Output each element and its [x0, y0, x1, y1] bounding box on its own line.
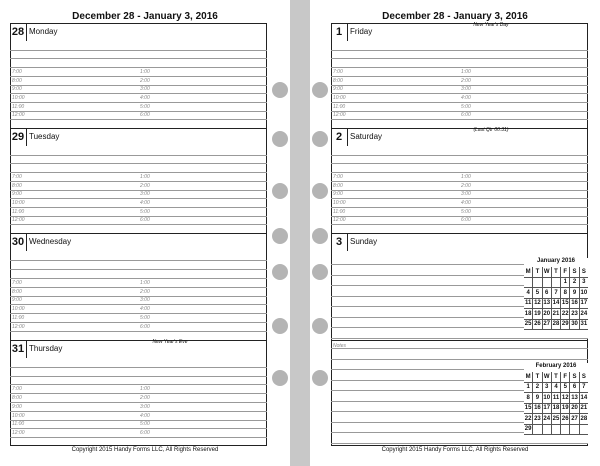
time-label: 5:00	[140, 104, 150, 110]
writing-line	[331, 181, 588, 182]
writing-line	[10, 420, 267, 421]
time-label: 10:00	[12, 413, 25, 419]
calendar-day: 27	[570, 414, 579, 425]
day-name: Wednesday	[29, 237, 72, 246]
calendar-day: 6	[570, 382, 579, 393]
writing-line	[10, 428, 267, 429]
time-label: 7:00	[333, 69, 343, 75]
right-page-footer: Copyright 2015 Handy Forms LLC, All Rights Reserved	[381, 447, 529, 453]
binder-hole	[312, 370, 328, 386]
time-label: 1:00	[140, 69, 150, 75]
writing-line	[331, 58, 588, 59]
calendar-day: 29	[524, 424, 533, 435]
binder-hole	[312, 228, 328, 244]
writing-line	[331, 338, 588, 339]
writing-line	[331, 102, 588, 103]
day-header	[331, 23, 588, 41]
day-header	[10, 233, 267, 251]
calendar-day: 11	[551, 393, 560, 404]
time-label: 8:00	[12, 395, 22, 401]
time-label: 2:00	[140, 395, 150, 401]
time-label: 2:00	[461, 78, 471, 84]
time-label: 6:00	[140, 430, 150, 436]
day-name: Monday	[29, 27, 58, 36]
binder-hole	[272, 264, 288, 280]
calendar-day	[551, 277, 560, 288]
writing-line	[331, 359, 588, 360]
time-label: 4:00	[461, 95, 471, 101]
calendar-day: 14	[551, 298, 560, 309]
notes-label: Notes	[333, 343, 347, 349]
day-name: Tuesday	[29, 132, 60, 141]
time-label: 9:00	[333, 86, 343, 92]
writing-line	[10, 376, 267, 377]
calendar-day: 22	[524, 414, 533, 425]
time-label: 6:00	[140, 112, 150, 118]
time-label: 12:00	[333, 112, 346, 118]
writing-line	[10, 402, 267, 403]
day-name: Thursday	[29, 344, 63, 353]
time-label: 5:00	[140, 315, 150, 321]
time-label: 8:00	[333, 183, 343, 189]
writing-line	[10, 367, 267, 368]
day-header	[10, 23, 267, 41]
writing-line	[10, 102, 267, 103]
left-page-footer: Copyright 2015 Handy Forms LLC, All Rights Reserved	[71, 447, 219, 453]
binder-hole	[272, 318, 288, 334]
day-name: Saturday	[350, 132, 383, 141]
weekday-label: S	[570, 372, 579, 382]
calendar-day: 19	[561, 403, 570, 414]
calendar-day	[524, 277, 533, 288]
calendar-day	[561, 424, 570, 435]
right-page	[310, 0, 600, 466]
calendar-day: 14	[579, 393, 588, 404]
calendar-day: 16	[533, 403, 542, 414]
writing-line	[331, 111, 588, 112]
calendar-day: 9	[570, 288, 579, 299]
calendar-day: 28	[551, 319, 560, 330]
binder-hole	[312, 264, 328, 280]
time-label: 12:00	[12, 324, 25, 330]
calendar-day: 21	[551, 309, 560, 320]
calendar-day: 3	[579, 277, 588, 288]
writing-line	[10, 58, 267, 59]
calendar-day: 2	[570, 277, 579, 288]
time-label: 11:00	[12, 315, 25, 321]
day-header	[331, 128, 588, 146]
time-label: 12:00	[12, 217, 25, 223]
writing-line	[10, 411, 267, 412]
writing-line	[10, 331, 267, 332]
writing-line	[10, 93, 267, 94]
writing-line	[331, 155, 588, 156]
time-label: 4:00	[140, 306, 150, 312]
calendar-day	[533, 277, 542, 288]
calendar-day: 2	[533, 382, 542, 393]
calendar-day: 1	[524, 382, 533, 393]
time-label: 5:00	[461, 104, 471, 110]
writing-line	[10, 304, 267, 305]
time-label: 4:00	[461, 200, 471, 206]
writing-line	[10, 155, 267, 156]
weekday-label: T	[533, 372, 542, 382]
time-label: 7:00	[12, 174, 22, 180]
time-label: 1:00	[140, 386, 150, 392]
writing-line	[331, 93, 588, 94]
calendar-day: 27	[542, 319, 551, 330]
calendar-day: 26	[533, 319, 542, 330]
writing-line	[10, 163, 267, 164]
time-label: 7:00	[12, 280, 22, 286]
calendar-day: 23	[570, 309, 579, 320]
time-label: 1:00	[461, 69, 471, 75]
weekday-label: S	[579, 372, 588, 382]
calendar-day: 21	[579, 403, 588, 414]
time-label: 7:00	[12, 69, 22, 75]
binder-hole	[272, 370, 288, 386]
writing-line	[10, 393, 267, 394]
time-label: 11:00	[12, 209, 25, 215]
writing-line	[10, 50, 267, 51]
calendar-day: 3	[542, 382, 551, 393]
writing-line	[10, 322, 267, 323]
calendar-day	[542, 277, 551, 288]
calendar-day: 7	[579, 382, 588, 393]
time-label: 6:00	[461, 217, 471, 223]
day-name: Friday	[350, 27, 373, 36]
writing-line	[331, 67, 588, 68]
binder-hole	[312, 318, 328, 334]
day-number: 31	[10, 341, 27, 358]
writing-line	[10, 296, 267, 297]
mini-calendar-grid	[524, 267, 588, 330]
calendar-day: 23	[533, 414, 542, 425]
day-event: New Year's Day	[473, 22, 509, 28]
binder-hole	[272, 131, 288, 147]
time-label: 10:00	[333, 95, 346, 101]
day-number: 2	[331, 129, 348, 146]
calendar-day	[579, 424, 588, 435]
calendar-day: 25	[551, 414, 560, 425]
time-label: 5:00	[140, 421, 150, 427]
calendar-day: 31	[579, 319, 588, 330]
time-label: 8:00	[12, 289, 22, 295]
writing-line	[10, 111, 267, 112]
time-label: 9:00	[12, 86, 22, 92]
time-label: 3:00	[140, 404, 150, 410]
writing-line	[10, 198, 267, 199]
writing-line	[10, 269, 267, 270]
time-label: 3:00	[461, 86, 471, 92]
time-label: 8:00	[333, 78, 343, 84]
calendar-day: 9	[533, 393, 542, 404]
writing-line	[10, 76, 267, 77]
day-header	[10, 128, 267, 146]
calendar-day: 15	[561, 298, 570, 309]
weekday-label: F	[561, 267, 570, 277]
writing-line	[10, 260, 267, 261]
calendar-day: 18	[524, 309, 533, 320]
binder-hole	[272, 228, 288, 244]
calendar-day: 8	[561, 288, 570, 299]
binder-hole	[272, 82, 288, 98]
calendar-day: 4	[524, 288, 533, 299]
calendar-day: 20	[570, 403, 579, 414]
writing-line	[331, 443, 588, 444]
time-label: 9:00	[333, 191, 343, 197]
writing-line	[10, 384, 267, 385]
calendar-day: 29	[561, 319, 570, 330]
writing-line	[10, 437, 267, 438]
time-label: 6:00	[140, 217, 150, 223]
weekday-label: S	[570, 267, 579, 277]
weekday-label: M	[524, 267, 533, 277]
calendar-day: 13	[542, 298, 551, 309]
notes-divider	[331, 340, 588, 341]
calendar-day: 10	[579, 288, 588, 299]
writing-line	[10, 85, 267, 86]
calendar-day: 28	[579, 414, 588, 425]
time-label: 3:00	[140, 191, 150, 197]
weekday-label: T	[551, 372, 560, 382]
time-label: 7:00	[333, 174, 343, 180]
right-page-header: December 28 - January 3, 2016	[382, 11, 528, 22]
binder-hole	[312, 82, 328, 98]
calendar-day: 6	[542, 288, 551, 299]
time-label: 12:00	[12, 430, 25, 436]
day-number: 28	[10, 24, 27, 41]
calendar-day	[551, 424, 560, 435]
time-label: 12:00	[12, 112, 25, 118]
calendar-day: 17	[542, 403, 551, 414]
time-label: 2:00	[140, 289, 150, 295]
calendar-day: 10	[542, 393, 551, 404]
weekday-label: T	[533, 267, 542, 277]
writing-line	[331, 119, 588, 120]
writing-line	[10, 224, 267, 225]
time-label: 8:00	[12, 183, 22, 189]
weekday-label: S	[579, 267, 588, 277]
calendar-day: 24	[542, 414, 551, 425]
writing-line	[331, 207, 588, 208]
time-label: 4:00	[140, 200, 150, 206]
time-label: 8:00	[12, 78, 22, 84]
calendar-day: 17	[579, 298, 588, 309]
binder-hole	[312, 183, 328, 199]
day-number: 1	[331, 24, 348, 41]
calendar-day: 18	[551, 403, 560, 414]
writing-line	[10, 181, 267, 182]
calendar-day: 26	[561, 414, 570, 425]
time-label: 2:00	[140, 183, 150, 189]
writing-line	[331, 348, 588, 349]
day-number: 30	[10, 234, 27, 251]
time-label: 7:00	[12, 386, 22, 392]
calendar-day: 16	[570, 298, 579, 309]
calendar-day: 11	[524, 298, 533, 309]
writing-line	[10, 287, 267, 288]
time-label: 2:00	[461, 183, 471, 189]
writing-line	[331, 198, 588, 199]
calendar-day: 1	[561, 277, 570, 288]
calendar-day: 7	[551, 288, 560, 299]
time-label: 9:00	[12, 191, 22, 197]
calendar-day: 15	[524, 403, 533, 414]
time-label: 10:00	[12, 306, 25, 312]
time-label: 9:00	[12, 404, 22, 410]
calendar-day: 13	[570, 393, 579, 404]
weekday-label: F	[561, 372, 570, 382]
calendar-day: 5	[533, 288, 542, 299]
writing-line	[10, 207, 267, 208]
mini-calendar-grid	[524, 372, 588, 435]
weekday-label: W	[542, 267, 551, 277]
writing-line	[331, 216, 588, 217]
time-label: 6:00	[140, 324, 150, 330]
calendar-day: 12	[533, 298, 542, 309]
mini-calendar	[524, 258, 588, 338]
time-label: 5:00	[461, 209, 471, 215]
calendar-day: 19	[533, 309, 542, 320]
time-label: 1:00	[461, 174, 471, 180]
calendar-day: 20	[542, 309, 551, 320]
time-label: 1:00	[140, 280, 150, 286]
day-name: Sunday	[350, 237, 378, 246]
day-number: 3	[331, 234, 348, 251]
weekday-label: M	[524, 372, 533, 382]
left-page-header: December 28 - January 3, 2016	[72, 11, 218, 22]
time-label: 5:00	[140, 209, 150, 215]
calendar-day: 30	[570, 319, 579, 330]
writing-line	[10, 278, 267, 279]
time-label: 10:00	[333, 200, 346, 206]
time-label: 4:00	[140, 413, 150, 419]
calendar-day: 8	[524, 393, 533, 404]
mini-calendar-title: February 2016	[535, 363, 577, 369]
calendar-day: 22	[561, 309, 570, 320]
time-label: 11:00	[12, 104, 25, 110]
calendar-day	[570, 424, 579, 435]
time-label: 11:00	[333, 209, 346, 215]
mini-calendar	[524, 363, 588, 443]
writing-line	[10, 67, 267, 68]
writing-line	[331, 172, 588, 173]
writing-line	[331, 163, 588, 164]
writing-line	[331, 76, 588, 77]
day-event: New Year's Eve	[152, 339, 188, 345]
time-label: 3:00	[140, 86, 150, 92]
calendar-day: 25	[524, 319, 533, 330]
time-label: 10:00	[12, 95, 25, 101]
writing-line	[331, 190, 588, 191]
calendar-day	[542, 424, 551, 435]
writing-line	[10, 119, 267, 120]
writing-line	[331, 50, 588, 51]
calendar-day	[533, 424, 542, 435]
writing-line	[10, 313, 267, 314]
time-label: 11:00	[333, 104, 346, 110]
mini-calendar-title: January 2016	[536, 258, 576, 264]
time-label: 9:00	[12, 297, 22, 303]
weekday-label: T	[551, 267, 560, 277]
time-label: 1:00	[140, 174, 150, 180]
time-label: 3:00	[461, 191, 471, 197]
calendar-day: 24	[579, 309, 588, 320]
time-label: 11:00	[12, 421, 25, 427]
writing-line	[10, 216, 267, 217]
weekday-label: W	[542, 372, 551, 382]
binder-hole	[272, 183, 288, 199]
writing-line	[10, 190, 267, 191]
time-label: 10:00	[12, 200, 25, 206]
calendar-day: 5	[561, 382, 570, 393]
time-label: 3:00	[140, 297, 150, 303]
time-label: 4:00	[140, 95, 150, 101]
time-label: 6:00	[461, 112, 471, 118]
day-number: 29	[10, 129, 27, 146]
left-page	[0, 0, 290, 466]
day-header	[10, 340, 267, 358]
day-event: (Last Qtr 00:31)	[473, 127, 509, 133]
binder-hole	[312, 131, 328, 147]
day-header	[331, 233, 588, 251]
time-label: 2:00	[140, 78, 150, 84]
writing-line	[10, 172, 267, 173]
writing-line	[331, 224, 588, 225]
calendar-day: 4	[551, 382, 560, 393]
time-label: 12:00	[333, 217, 346, 223]
writing-line	[331, 85, 588, 86]
calendar-day: 12	[561, 393, 570, 404]
